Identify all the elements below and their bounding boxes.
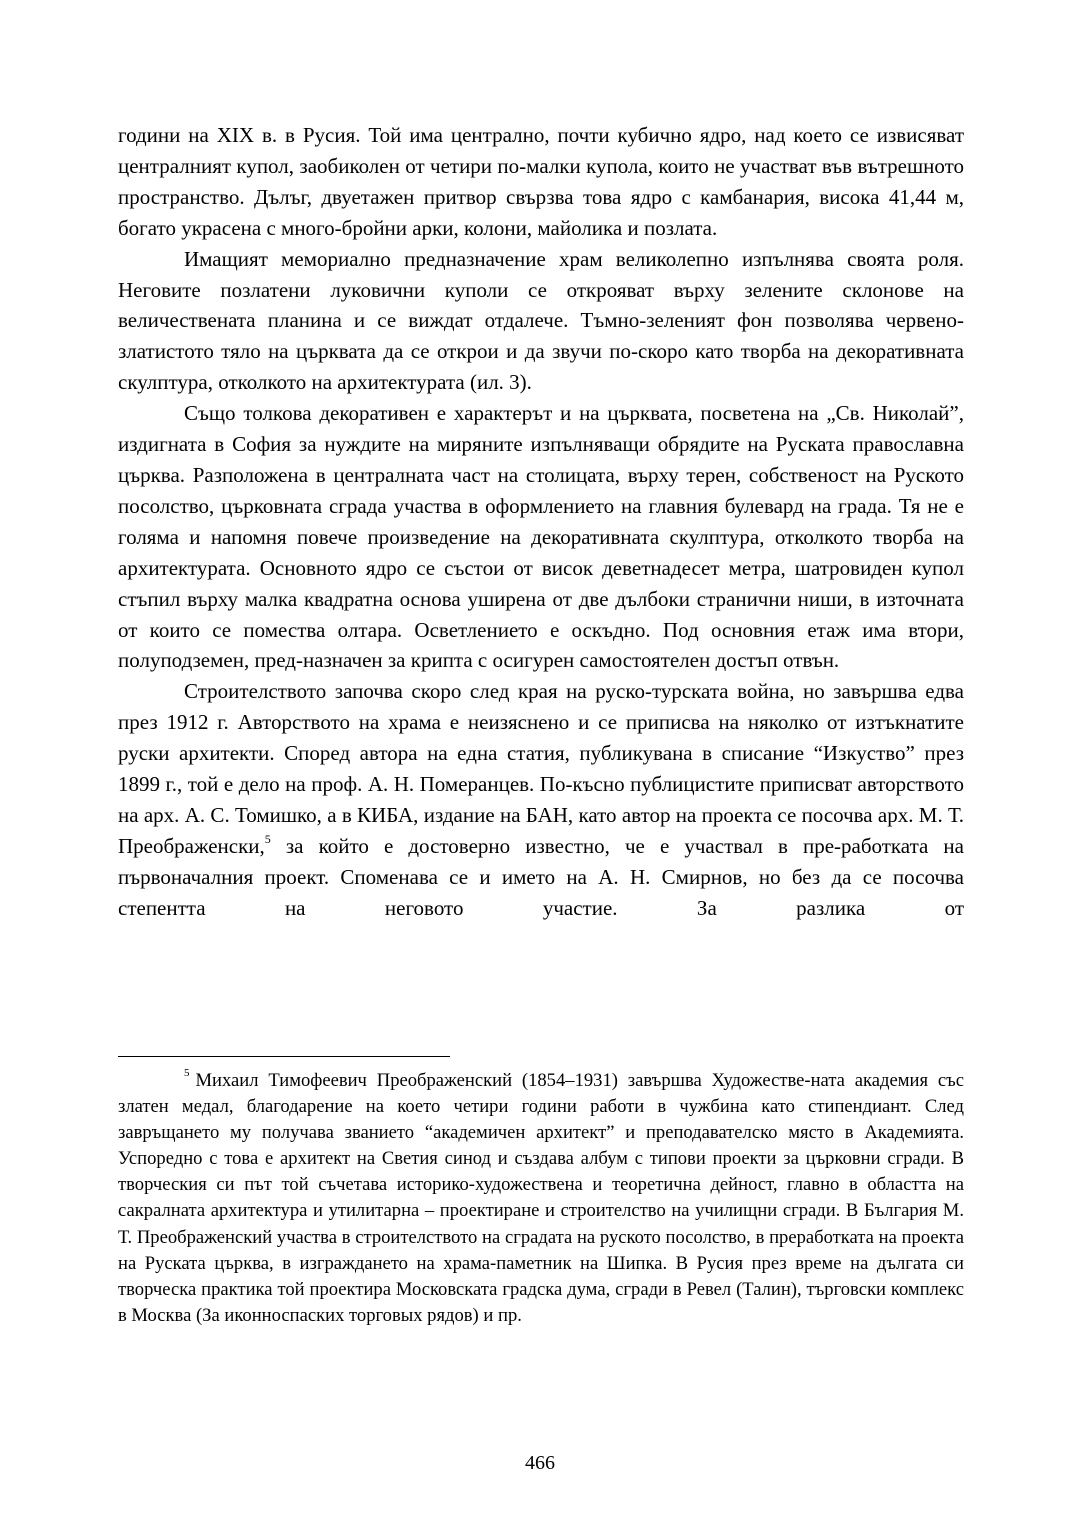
- paragraph: Имащият мемориално предназначение храм великолепно изпълнява своята роля. Неговите позлатени луковични куполи се открояват върху зелените склонове на величествената планина и се виждат отдалече. Тъмно-зеленият фон позволява червено-златистото тяло на църквата да се открои и да звучи по-скоро като творба на декоративната скулптура, отколкото на архитектурата (ил. 3).: [118, 246, 964, 395]
- footnote-reference[interactable]: 5: [264, 831, 271, 846]
- page-number: 466: [525, 1452, 555, 1474]
- main-text: [118, 120, 964, 924]
- paragraph-text: за който е достоверно известно, че е участвал в пре-работката на първоначалния проект. Споменава се и името на А. Н. Смирнов, но без да се посочва степентта на неговото участие. За разлика от: [118, 833, 964, 920]
- footnote-text: Михаил Тимофеевич Преображенский (1854–1931) завършва Художестве-ната академия със златен медал, благодарение на което четири години работи в чужбина като стипендиант. След завръщането му получава званието “академичен архитект” и преподавателско място в Академията. Успоредно с това е архитект на Светия синод и създава албум с типови проекти за църковни сгради. В творческия си път той съчетава историко-художествена и теоретична дейност, главно в областта на сакралната архитектура и утилитарна – проектиране и строителство на училищни сгради. В България М. Т. Преображенский участва в строителството на сградата на руското посолство, в преработката на проекта на Руската църква, в изграждането на храма-паметник на Шипка. В Русия през време на дългата си творческа практика той проектира Московската градска дума, сгради в Ревел (Талин), търговски комплекс в Москва (За иконноспаских торговых рядов) и пр.: [118, 1070, 964, 1326]
- footnote-paragraph: [118, 1068, 964, 1329]
- footnote-separator: [118, 1056, 450, 1057]
- paragraph-text: Строителството започва скоро след края на руско-турската война, но завършва едва през 1912 г. Авторството на храма е неизяснено и се приписва на няколко от изтъкнатите руски архитекти. Според автора на една статия, публикувана в списание “Изкуство” през 1899 г., той е дело на проф. А. Н. Померанцев. По-късно публицистите приписват авторството на арх. А. С. Томишко, а в КИБА, издание на БАН, като автор на проекта се посочва арх. М. Т. Преображенски,: [118, 679, 964, 858]
- footnote: [118, 1068, 964, 1329]
- footnote-number: 5: [184, 1066, 190, 1079]
- paragraph: [118, 676, 964, 923]
- paragraph: Също толкова декоративен е характерът и на църквата, посветена на „Св. Николай”, издигната в София за нуждите на миряните изпълняващи обрядите на Руската православна църква. Разположена в централната част на столицата, върху терен, собственост на Руското посолство, църковната сграда участва в оформлението на главния булевард на града. Тя не е голяма и напомня повече произведение на декоративната скулптура, отколкото творба на архитектурата. Основното ядро се състои от висок деветнадесет метра, шатровиден купол стъпил върху малка квадратна основа уширена от две дълбоки странични ниши, в източната от които се помества олтара. Осветлението е оскъдно. Под основния етаж има втори, полуподземен, пред-назначен за крипта с осигурен самостоятелен достъп отвън.: [118, 401, 964, 673]
- paragraph-continued: години на XIX в. в Русия. Той има централно, почти кубично ядро, над което се извисяват централният купол, заобиколен от четири по-малки купола, които не участват във вътрешното пространство. Дълъг, двуетажен притвор свързва това ядро с камбанария, висока 41,44 м, богато украсена с много-бройни арки, колони, майолика и позлата.: [118, 123, 964, 240]
